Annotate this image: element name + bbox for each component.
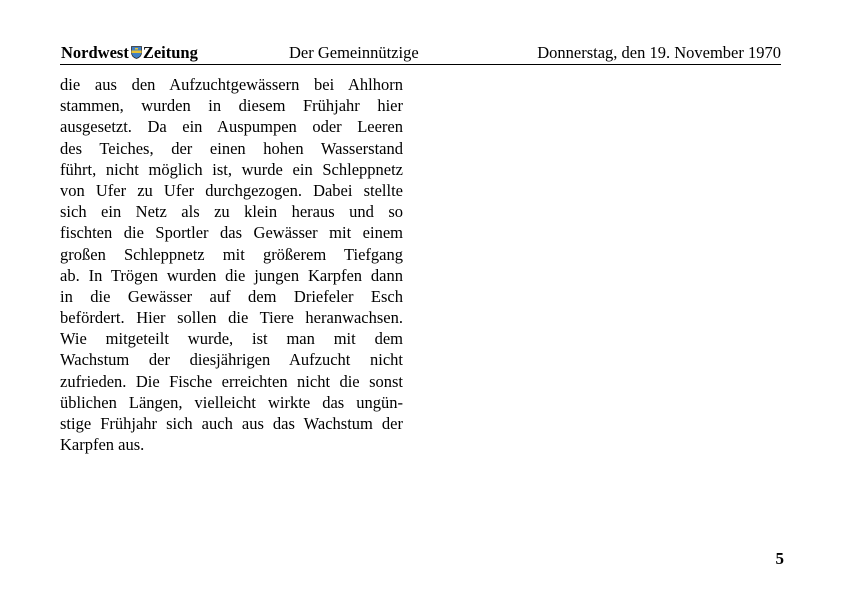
masthead bbox=[61, 44, 198, 62]
article-line: ab. In Trögen wurden die jungen Karpfen dann bbox=[60, 265, 403, 285]
article-line: von Ufer zu Ufer durchgezogen. Dabei stellte bbox=[60, 180, 403, 200]
page-number: 5 bbox=[775, 549, 784, 568]
article-line: Wachstum der diesjährigen Aufzucht nicht bbox=[60, 350, 403, 370]
article-line: üblichen Längen, vielleicht wirkte das ungün- bbox=[60, 392, 403, 412]
article-line: in die Gewässer auf dem Driefeler Esch bbox=[60, 286, 403, 306]
article-line: führt, nicht möglich ist, wurde ein Schleppnetz bbox=[60, 159, 403, 179]
article-line: Wie mitgeteilt wurde, ist man mit dem bbox=[60, 329, 403, 349]
article-line: befördert. Hier sollen die Tiere heranwachsen. bbox=[60, 308, 403, 328]
article-line: sich ein Netz als zu klein heraus und so bbox=[60, 202, 403, 222]
issue-date: Donnerstag, den 19. November 1970 bbox=[537, 43, 781, 62]
paper-name: Der Gemeinnützige bbox=[289, 43, 419, 62]
article-line: zufrieden. Die Fische erreichten nicht die sonst bbox=[60, 371, 403, 391]
article-line: ausgesetzt. Da ein Auspumpen oder Leeren bbox=[60, 117, 403, 137]
masthead-left: Nordwest bbox=[61, 43, 129, 62]
article-line: des Teiches, der einen hohen Wasserstand bbox=[60, 138, 403, 158]
article-line: fischten die Sportler das Gewässer mit einem bbox=[60, 223, 403, 243]
article-column bbox=[60, 74, 403, 455]
coat-of-arms-icon bbox=[131, 46, 142, 59]
article-line: stige Frühjahr sich auch aus das Wachstum der bbox=[60, 414, 403, 433]
article-line: Karpfen aus. bbox=[60, 435, 145, 455]
article-line: stammen, wurden in diesem Frühjahr hier bbox=[60, 96, 403, 116]
article-line: die aus den Aufzuchtgewässern bei Ahlhorn bbox=[60, 75, 403, 94]
page-header bbox=[60, 44, 781, 65]
masthead-right: Zeitung bbox=[142, 43, 198, 62]
article-line: großen Schleppnetz mit größerem Tiefgang bbox=[60, 244, 403, 264]
